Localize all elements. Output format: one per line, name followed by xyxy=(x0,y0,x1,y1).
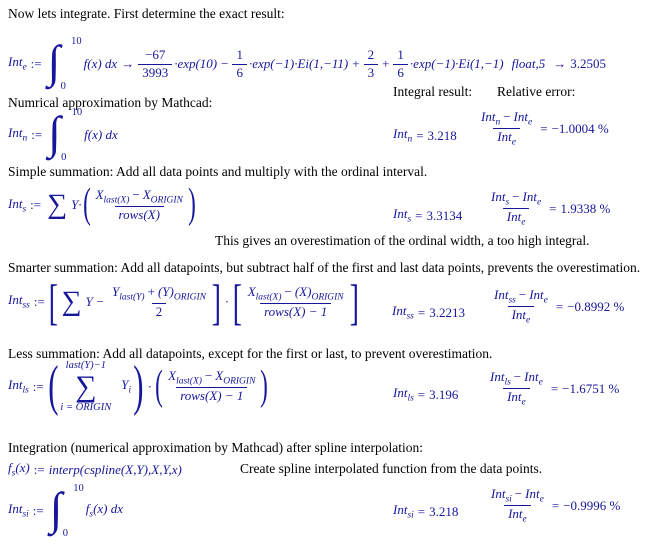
var: Int xyxy=(393,385,408,400)
result-value: 3.3134 xyxy=(426,207,463,223)
var: Int xyxy=(529,287,544,302)
var: rows(X) − 1 xyxy=(264,303,328,319)
var-sub: n xyxy=(22,134,28,145)
var: Int xyxy=(393,502,408,517)
fraction-numerator xyxy=(164,368,259,387)
error-value: −1.0004 % xyxy=(551,120,609,136)
sum-var: Y xyxy=(85,294,93,309)
equals-op: = xyxy=(416,127,424,143)
var: Int xyxy=(393,126,408,141)
fraction-numerator xyxy=(490,287,552,306)
fraction-denominator xyxy=(508,306,535,326)
var-sub: e xyxy=(521,397,526,408)
var-sub: si xyxy=(505,494,512,505)
fraction-numerator: 1 xyxy=(397,47,404,63)
var-sub: ORIGIN xyxy=(223,376,256,387)
var-sub: last(X) xyxy=(103,195,130,206)
var-sub: s xyxy=(89,510,94,521)
var-sub: ORIGIN xyxy=(173,292,207,303)
integral-glyph: ∫ xyxy=(48,107,61,158)
var-sub: s xyxy=(22,204,27,215)
var: Y xyxy=(112,283,120,299)
fraction-numerator: 2 xyxy=(367,47,375,63)
minus-op: − xyxy=(512,189,520,204)
assign-op: := xyxy=(30,197,42,213)
overestimation-text: This gives an overestimation of the ordinal width, a too high integral. xyxy=(215,233,590,248)
right-paren: ) xyxy=(260,362,269,409)
var: Int xyxy=(490,369,505,384)
sum-symbol: ∑ xyxy=(47,189,68,221)
term: ·exp(−1)·Ei(1,−11) xyxy=(248,56,349,71)
error-value: −0.9996 % xyxy=(563,497,621,513)
assign-op: := xyxy=(33,461,45,477)
var-sub: e xyxy=(539,494,544,505)
var-fs xyxy=(8,460,30,479)
error-fraction xyxy=(490,287,552,326)
var: Int xyxy=(506,209,522,225)
var-sub: n xyxy=(407,134,413,145)
var-sub: si xyxy=(407,510,414,521)
var: Int xyxy=(511,307,527,323)
plus-op: + xyxy=(147,283,155,299)
minus-op: − xyxy=(513,369,522,384)
var: X xyxy=(247,283,256,299)
fraction xyxy=(164,368,259,404)
var-sub: e xyxy=(528,117,533,128)
spline-expression: interp(cspline(X,Y),X,Y,x) xyxy=(48,461,182,477)
int-ls-definition[interactable] xyxy=(8,355,269,418)
fraction-denominator xyxy=(503,208,530,228)
var-sub: e xyxy=(536,197,542,208)
spline-note: Create spline interpolated function from the data points. xyxy=(240,461,543,476)
sum-lower-limit: i = ORIGIN xyxy=(60,401,112,413)
equals-op: = xyxy=(417,386,426,402)
var-sub: n xyxy=(495,117,501,128)
var-int-n xyxy=(393,126,412,145)
var-sub: s xyxy=(505,197,510,208)
integral-lower-limit: 0 xyxy=(60,81,66,92)
int-n-relative-error[interactable] xyxy=(477,109,609,148)
int-ss-result[interactable] xyxy=(392,303,465,322)
var: Int xyxy=(8,377,23,392)
integral-lower-limit: 0 xyxy=(61,152,67,163)
var-int-ls xyxy=(393,385,414,404)
sum-symbol: ∑ xyxy=(61,286,82,317)
integral-glyph: ∫ xyxy=(49,483,63,534)
var: Int xyxy=(524,369,539,384)
var-sub: last(X) xyxy=(176,376,202,387)
arrow-op: → xyxy=(121,56,135,71)
minus-op: − xyxy=(514,486,523,501)
int-si-definition[interactable] xyxy=(8,483,123,539)
fraction-numerator xyxy=(244,284,348,303)
var: Int xyxy=(8,501,23,517)
integrand: f(x) dx xyxy=(84,127,118,142)
fraction-denominator: 3993 xyxy=(138,64,172,81)
var-sub: ss xyxy=(406,311,414,322)
var: Int xyxy=(393,206,408,221)
var-sub: ls xyxy=(407,393,414,404)
var-int-ls xyxy=(8,377,29,396)
integral-upper-limit: 10 xyxy=(71,107,83,118)
var-int-ss xyxy=(392,303,414,322)
fraction-denominator: 3 xyxy=(364,64,379,81)
int-ss-relative-error[interactable] xyxy=(490,287,624,326)
int-ls-relative-error[interactable] xyxy=(486,369,619,408)
result-value: 3.196 xyxy=(429,386,459,402)
term: ·exp(−1)·Ei(1,−1) xyxy=(409,56,504,71)
fraction-numerator xyxy=(487,486,548,505)
assign-op: := xyxy=(32,503,44,518)
right-paren: ) xyxy=(133,355,144,418)
var: rows(X) xyxy=(118,207,160,223)
error-fraction xyxy=(487,486,548,525)
equals-op: = xyxy=(549,200,557,216)
var: (Y) xyxy=(157,283,174,299)
var: Int xyxy=(497,129,512,145)
left-paren: ( xyxy=(47,355,59,418)
var: (X) xyxy=(294,283,312,299)
fraction xyxy=(393,47,408,81)
left-bracket: [ xyxy=(48,274,58,330)
fraction-denominator: 6 xyxy=(393,64,408,81)
equals-op: = xyxy=(540,120,548,136)
var-int-si xyxy=(393,502,414,521)
integral-glyph: ∫ xyxy=(47,36,61,87)
var-int-e xyxy=(8,54,27,73)
fraction-denominator: 6 xyxy=(232,64,247,81)
integral-symbol xyxy=(46,107,82,163)
int-ls-result[interactable] xyxy=(393,385,458,404)
integrand xyxy=(86,501,123,520)
dot-op: · xyxy=(147,378,153,394)
var: Int xyxy=(507,389,522,405)
right-bracket: ] xyxy=(211,274,221,330)
header-integral-result: Integral result: xyxy=(393,84,473,99)
smarter-summation-text: Smarter summation: Add all datapoints, but subtract half of the first and last data points, prevents the overestimation. xyxy=(8,260,641,275)
sum-upper-limit: last(Y)−1 xyxy=(65,360,106,371)
var-sub: last(Y) xyxy=(119,292,145,303)
int-n-definition[interactable] xyxy=(8,107,118,163)
sum-body xyxy=(121,377,131,396)
var-int-si xyxy=(8,501,29,520)
fraction-denominator xyxy=(503,388,530,408)
arrow-op: → xyxy=(553,56,567,71)
assign-op: := xyxy=(33,294,45,309)
assign-op: := xyxy=(31,127,43,142)
numerical-label: Numrical approximation by Mathcad: xyxy=(8,95,213,110)
exact-result-value: 3.2505 xyxy=(570,56,606,71)
var: X xyxy=(95,187,104,202)
fraction-numerator xyxy=(486,369,547,388)
fraction-numerator xyxy=(108,284,210,303)
right-bracket: ] xyxy=(349,274,359,330)
intro-text: Now lets integrate. First determine the exact result: xyxy=(8,6,285,21)
fraction-denominator xyxy=(176,387,247,404)
fraction-numerator xyxy=(92,187,187,206)
var-sub: ORIGIN xyxy=(311,292,344,303)
error-fraction xyxy=(477,109,536,148)
var: rows(X) − 1 xyxy=(180,388,244,404)
plus-op: + xyxy=(382,56,390,71)
integral-symbol xyxy=(46,36,82,92)
spline-title: Integration (numerical approximation by Mathcad) after spline interpolation: xyxy=(8,440,423,455)
var: Int xyxy=(525,486,540,501)
fraction xyxy=(138,47,172,81)
fraction-denominator xyxy=(115,206,164,223)
error-fraction xyxy=(486,369,547,408)
minus-op: − xyxy=(503,109,511,124)
left-paren: ( xyxy=(82,181,91,228)
simple-summation-text: Simple summation: Add all data points and multiply with the ordinal interval. xyxy=(8,164,428,179)
int-ss-definition[interactable] xyxy=(8,274,359,330)
int-si-relative-error[interactable] xyxy=(487,486,620,525)
int-s-relative-error[interactable] xyxy=(487,189,610,228)
var-sub: ls xyxy=(504,377,511,388)
var: Int xyxy=(8,292,23,308)
var: Int xyxy=(494,287,509,302)
var-sub: e xyxy=(526,315,531,326)
header-relative-error: Relative error: xyxy=(497,84,576,99)
var: Y xyxy=(121,377,129,392)
result-value: 3.218 xyxy=(429,503,459,519)
fraction-numerator: 1 xyxy=(236,47,243,63)
var: Int xyxy=(8,195,23,211)
var: Int xyxy=(508,506,523,522)
sum-with-limits xyxy=(60,360,111,413)
equals-op: = xyxy=(417,503,426,519)
var: X xyxy=(142,187,151,202)
var-sub: e xyxy=(22,63,27,74)
var: Int xyxy=(513,109,528,124)
var-sub: ORIGIN xyxy=(150,195,183,206)
error-fraction xyxy=(487,189,545,228)
left-paren: ( xyxy=(155,362,163,409)
minus-op: − xyxy=(221,56,229,71)
var-sub: ss xyxy=(508,295,516,306)
integral-symbol xyxy=(48,483,84,539)
minus-op: − xyxy=(518,287,527,302)
minus-op: − xyxy=(132,187,140,202)
integrand: f(x) dx xyxy=(83,56,118,71)
var-sub: ss xyxy=(22,301,30,312)
int-si-result[interactable] xyxy=(393,502,458,521)
var-args: (x) dx xyxy=(93,501,124,517)
fraction-numerator xyxy=(477,109,536,128)
var-int-ss xyxy=(8,292,30,311)
var-args: (x) xyxy=(15,460,30,475)
var-int-s xyxy=(8,196,26,215)
result-value: 3.2213 xyxy=(429,304,465,320)
var-sub: si xyxy=(22,510,29,521)
term: ·exp(10) xyxy=(174,56,218,71)
var-int-s xyxy=(393,206,411,225)
minus-op: − xyxy=(96,294,105,309)
assign-op: := xyxy=(30,56,42,71)
error-value: 1.9338 % xyxy=(560,200,611,216)
var-sub: ls xyxy=(22,385,29,396)
var: Int xyxy=(491,486,506,501)
var-int-n xyxy=(8,125,27,144)
equals-op: = xyxy=(415,207,423,223)
equals-op: = xyxy=(550,380,559,396)
fraction-numerator xyxy=(487,189,545,208)
var-sub: last(X) xyxy=(255,292,282,303)
equals-op: = xyxy=(555,298,564,314)
var-sub: e xyxy=(511,137,516,148)
dot-op: · xyxy=(224,294,230,309)
error-value: −0.8992 % xyxy=(567,298,625,314)
var: Int xyxy=(8,54,23,70)
var-sub: e xyxy=(521,217,526,228)
fraction-numerator: −67 xyxy=(145,47,166,63)
fraction xyxy=(108,284,210,320)
left-bracket: [ xyxy=(232,274,242,330)
fraction xyxy=(232,47,247,81)
equals-op: = xyxy=(551,497,560,513)
var: X xyxy=(215,368,224,384)
integral-upper-limit: 10 xyxy=(71,36,82,47)
spline-function-definition[interactable] xyxy=(8,460,182,479)
var: Int xyxy=(8,125,23,141)
assign-op: := xyxy=(32,378,44,394)
fraction xyxy=(244,284,348,320)
integral-lower-limit: 0 xyxy=(62,528,68,539)
var-sub: i xyxy=(128,385,132,396)
result-value: 3.218 xyxy=(427,127,457,143)
less-summation-text: Less summation: Add all datapoints, except for the first or last, to prevent overestimation. xyxy=(8,346,493,361)
var: Int xyxy=(491,189,506,204)
fraction-denominator: 2 xyxy=(152,303,167,320)
integral-upper-limit: 10 xyxy=(73,483,84,494)
var-sub: s xyxy=(11,468,16,479)
var: Int xyxy=(522,189,537,204)
var: f xyxy=(85,501,90,517)
var-sub: e xyxy=(543,295,548,306)
var: Int xyxy=(481,109,496,124)
int-n-result[interactable] xyxy=(393,126,457,145)
int-s-result[interactable] xyxy=(393,206,462,225)
equals-op: = xyxy=(417,304,426,320)
fraction-denominator xyxy=(260,303,331,320)
plus-op: + xyxy=(352,56,360,71)
int-s-definition[interactable] xyxy=(8,181,196,228)
var: X xyxy=(168,368,177,384)
error-value: −1.6751 % xyxy=(562,380,620,396)
right-paren: ) xyxy=(188,181,196,228)
sum-var: Y· xyxy=(71,197,82,213)
fraction-denominator xyxy=(504,505,531,525)
var-sub: e xyxy=(522,514,527,525)
var-sub: s xyxy=(407,214,412,225)
var-sub: e xyxy=(538,377,543,388)
minus-op: − xyxy=(204,368,213,384)
fraction-denominator xyxy=(493,128,520,148)
var: Int xyxy=(392,303,407,318)
var: f xyxy=(8,460,12,475)
fraction xyxy=(364,47,379,81)
sum-symbol: ∑ xyxy=(75,369,97,403)
fraction xyxy=(92,187,187,223)
minus-op: − xyxy=(284,283,292,299)
float-keyword: float,5 xyxy=(511,56,546,71)
